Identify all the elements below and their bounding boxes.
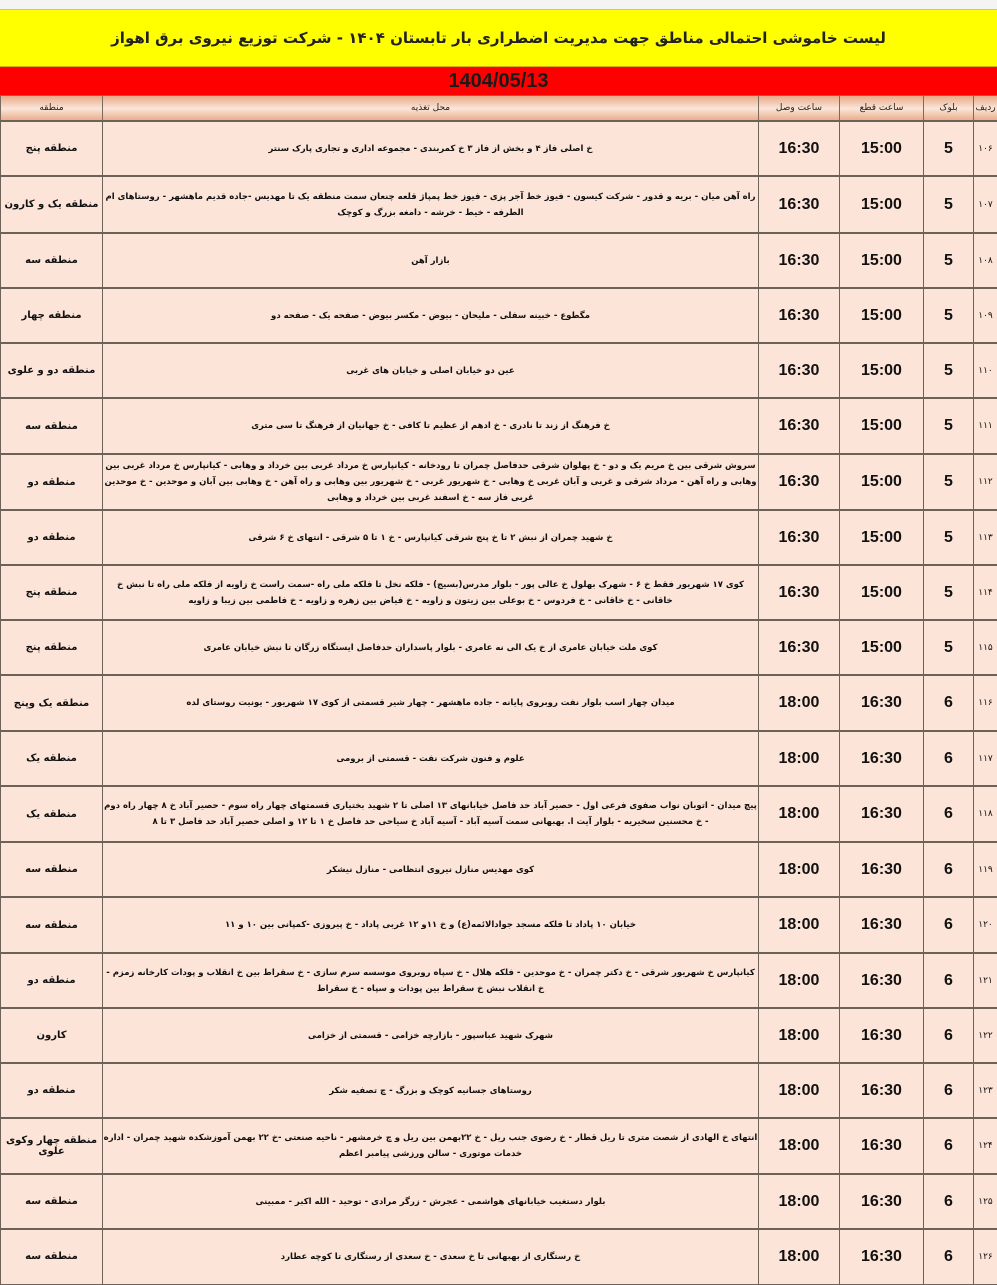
table-row [1, 1229, 997, 1284]
header-feed-location: محل تغذیه [103, 96, 759, 122]
reconnect-time: 18:00 [759, 897, 840, 953]
table-row [1, 842, 997, 897]
cut-time: 15:00 [840, 510, 924, 565]
block-number: 5 [924, 454, 974, 510]
region-name: منطقه دو و علوی [1, 343, 103, 398]
block-number: 6 [924, 731, 974, 786]
block-number: 5 [924, 343, 974, 398]
feed-location: خ اصلی فاز ۴ و بخش از فاز ۳ خ کمربندی - مجموعه اداری و تجاری پارک سنتر [103, 121, 759, 176]
block-number: 5 [924, 565, 974, 620]
table-row [1, 565, 997, 620]
feed-location: خ رستگاری از بهبهانی تا خ سعدی - خ سعدی از رستگاری تا کوچه عطارد [103, 1229, 759, 1284]
row-number: ۱۱۴ [974, 565, 997, 620]
feed-location: کوی مهدیس منازل نیروی انتظامی - منازل نیشکر [103, 842, 759, 897]
block-number: 6 [924, 1229, 974, 1284]
header-region: منطقه [1, 96, 103, 122]
region-name: منطقه یک [1, 731, 103, 786]
row-number: ۱۲۴ [974, 1118, 997, 1174]
reconnect-time: 16:30 [759, 343, 840, 398]
region-name: منطقه سه [1, 233, 103, 288]
row-number: ۱۲۵ [974, 1174, 997, 1229]
block-number: 6 [924, 1174, 974, 1229]
reconnect-time: 18:00 [759, 1174, 840, 1229]
block-number: 6 [924, 1008, 974, 1063]
block-number: 6 [924, 897, 974, 953]
row-number: ۱۲۳ [974, 1063, 997, 1118]
table-row [1, 953, 997, 1008]
feed-location: بازار آهن [103, 233, 759, 288]
schedule-date: 1404/05/13 [0, 66, 997, 95]
table-row [1, 121, 997, 176]
row-number: ۱۱۵ [974, 620, 997, 675]
block-number: 6 [924, 786, 974, 842]
table-row [1, 233, 997, 288]
feed-location: مگطوع - خبینه سفلی - ملیحان - بیوض - مکسر بیوض - صفحه یک - صفحه دو [103, 288, 759, 343]
region-name: منطقه چهار [1, 288, 103, 343]
block-number: 5 [924, 176, 974, 233]
region-name: منطقه سه [1, 1229, 103, 1284]
feed-location: کیانپارس خ شهریور شرقی - خ دکتر چمران - خ موحدین - فلکه هلال - خ سپاه روبروی موسسه سرم سازی - خ سقراط بین خ انقلاب و پودات کارخانه زمزم - خ انقلاب نبش خ سقراط بین پودات و سپاه - خ سقراط [103, 953, 759, 1008]
block-number: 5 [924, 620, 974, 675]
feed-location: کوی ۱۷ شهریور فقط خ ۶ - شهرک بهلول خ عالی پور - بلوار مدرس(بسیج) - فلکه نخل تا فلکه ملی راه -سمت راست خ زاویه از فلکه ملی راه تا نبش خ خاقانی - خ خاقانی - خ فردوس - خ بوعلی بین زیتون و زاویه - خ فیاض بین زهره و زاویه - خ فاطمی بین زیبا و زاویه [103, 565, 759, 620]
table-row [1, 731, 997, 786]
reconnect-time: 16:30 [759, 176, 840, 233]
row-number: ۱۱۳ [974, 510, 997, 565]
block-number: 6 [924, 953, 974, 1008]
row-number: ۱۲۱ [974, 953, 997, 1008]
feed-location: بلوار دستغیب خیابانهای هواشمی - عجرش - زرگر مرادی - توحید - الله اکبر - ممبینی [103, 1174, 759, 1229]
cut-time: 16:30 [840, 675, 924, 731]
cut-time: 15:00 [840, 288, 924, 343]
feed-location: میدان چهار اسب بلوار نفت روبروی پایانه - جاده ماهشهر - چهار شیر قسمتی از کوی ۱۷ شهریور - یونیت روستای لده [103, 675, 759, 731]
cut-time: 15:00 [840, 398, 924, 454]
reconnect-time: 18:00 [759, 1118, 840, 1174]
table-row [1, 620, 997, 675]
reconnect-time: 16:30 [759, 454, 840, 510]
row-number: ۱۱۱ [974, 398, 997, 454]
region-name: منطقه دو [1, 454, 103, 510]
cut-time: 15:00 [840, 454, 924, 510]
cut-time: 16:30 [840, 1118, 924, 1174]
block-number: 5 [924, 510, 974, 565]
region-name: منطقه پنج [1, 565, 103, 620]
region-name: منطقه سه [1, 1174, 103, 1229]
table-row [1, 454, 997, 510]
row-number: ۱۲۶ [974, 1229, 997, 1284]
reconnect-time: 18:00 [759, 842, 840, 897]
region-name: منطقه چهار وکوی علوی [1, 1118, 103, 1174]
reconnect-time: 16:30 [759, 620, 840, 675]
cut-time: 16:30 [840, 842, 924, 897]
row-number: ۱۱۷ [974, 731, 997, 786]
cut-time: 15:00 [840, 620, 924, 675]
reconnect-time: 16:30 [759, 121, 840, 176]
page-title: لیست خاموشی احتمالی مناطق جهت مدیریت اضطراری بار تابستان ۱۴۰۴ - شرکت توزیع نیروی برق اهواز [0, 9, 997, 66]
feed-location: راه آهن میان - بریه و قدور - شرکت کیسون - فیوز خط آجر پزی - فیوز خط پمپاژ قلعه چنعان سمت منطقه یک تا مهدیس -جاده قدیم ماهشهر - روستاهای ام الطرفه - خیط - خرشه - دامغه بزرگ و کوچک [103, 176, 759, 233]
region-name: منطقه سه [1, 842, 103, 897]
block-number: 5 [924, 233, 974, 288]
row-number: ۱۰۸ [974, 233, 997, 288]
table-row [1, 1118, 997, 1174]
feed-location: پیچ میدان - اتوبان نواب صفوی فرعی اول - حصیر آباد حد فاصل خیابانهای ۱۳ اصلی تا ۲ شهید بختیاری قسمتهای چهار راه سوم - حصیر آباد خ ۸ چهار راه دوم - خ محسنین سخیریه - بلوار آیت ا. بهبهانی سمت آسیه آباد - آسیه آباد خ سیاحی حد فاصل خ ۱ تا ۱۲ و اصلی حصیر آباد حد فاصل ۳ تا ۸ [103, 786, 759, 842]
cut-time: 15:00 [840, 176, 924, 233]
header-radif: ردیف [974, 96, 997, 122]
outage-table [0, 95, 997, 1285]
region-name: منطقه سه [1, 398, 103, 454]
cut-time: 16:30 [840, 1008, 924, 1063]
reconnect-time: 18:00 [759, 953, 840, 1008]
region-name: منطقه دو [1, 1063, 103, 1118]
region-name: منطقه یک [1, 786, 103, 842]
reconnect-time: 18:00 [759, 731, 840, 786]
row-number: ۱۱۶ [974, 675, 997, 731]
table-row [1, 897, 997, 953]
block-number: 6 [924, 1063, 974, 1118]
table-row [1, 343, 997, 398]
row-number: ۱۱۸ [974, 786, 997, 842]
row-number: ۱۰۷ [974, 176, 997, 233]
feed-location: عین دو خیابان اصلی و خیابان های غربی [103, 343, 759, 398]
header-cut-time: ساعت قطع [840, 96, 924, 122]
row-number: ۱۲۲ [974, 1008, 997, 1063]
cut-time: 16:30 [840, 953, 924, 1008]
row-number: ۱۲۰ [974, 897, 997, 953]
block-number: 6 [924, 842, 974, 897]
row-number: ۱۱۹ [974, 842, 997, 897]
block-number: 6 [924, 1118, 974, 1174]
header-reconnect-time: ساعت وصل [759, 96, 840, 122]
block-number: 5 [924, 398, 974, 454]
table-row [1, 510, 997, 565]
reconnect-time: 18:00 [759, 1063, 840, 1118]
row-number: ۱۱۰ [974, 343, 997, 398]
cut-time: 15:00 [840, 343, 924, 398]
feed-location: کوی ملت خیابان عامری از خ یک الی نه عامری - بلوار پاسداران حدفاصل ایستگاه زرگان تا نبش خیابان عامری [103, 620, 759, 675]
reconnect-time: 18:00 [759, 786, 840, 842]
top-margin [0, 0, 997, 9]
region-name: منطقه پنج [1, 121, 103, 176]
feed-location: علوم و فنون شرکت نفت - قسمتی از برومی [103, 731, 759, 786]
table-row [1, 176, 997, 233]
cut-time: 15:00 [840, 233, 924, 288]
table-header-row [1, 96, 997, 122]
region-name: منطقه پنج [1, 620, 103, 675]
row-number: ۱۰۹ [974, 288, 997, 343]
feed-location: خ شهید چمران از نبش ۲ تا خ پنج شرقی کیانپارس - خ ۱ تا ۵ شرقی - انتهای خ ۶ شرقی [103, 510, 759, 565]
reconnect-time: 16:30 [759, 565, 840, 620]
region-name: منطقه دو [1, 510, 103, 565]
feed-location: خیابان ۱۰ پاداد تا فلکه مسجد جوادالائمه(ع) و خ ۱۱و ۱۲ غربی پاداد - خ پیروزی -کمپانی بین ۱۰ و ۱۱ [103, 897, 759, 953]
row-number: ۱۰۶ [974, 121, 997, 176]
cut-time: 16:30 [840, 786, 924, 842]
reconnect-time: 18:00 [759, 1229, 840, 1284]
feed-location: شهرک شهید عباسپور - بازارچه خزامی - قسمتی از خزامی [103, 1008, 759, 1063]
feed-location: انتهای خ الهادی از شصت متری تا ریل قطار - خ رضوی جنب ریل - خ ۲۲بهمن بین ریل و چ خرمشهر - ناحیه صنعتی -خ ۲۲ بهمن آموزشکده شهید چمران - اداره خدمات موتوری - سالن ورزشی پیامبر اعظم [103, 1118, 759, 1174]
table-row [1, 288, 997, 343]
cut-time: 16:30 [840, 1174, 924, 1229]
header-block: بلوک [924, 96, 974, 122]
table-row [1, 786, 997, 842]
table-row [1, 1063, 997, 1118]
table-row [1, 1174, 997, 1229]
cut-time: 15:00 [840, 121, 924, 176]
reconnect-time: 18:00 [759, 1008, 840, 1063]
reconnect-time: 16:30 [759, 398, 840, 454]
table-row [1, 398, 997, 454]
reconnect-time: 18:00 [759, 675, 840, 731]
cut-time: 16:30 [840, 897, 924, 953]
region-name: منطقه یک وپنج [1, 675, 103, 731]
cut-time: 16:30 [840, 731, 924, 786]
region-name: منطقه یک و کارون [1, 176, 103, 233]
cut-time: 16:30 [840, 1229, 924, 1284]
block-number: 5 [924, 121, 974, 176]
feed-location: سروش شرقی بین خ مریم یک و دو - خ پهلوان شرقی حدفاصل چمران تا رودخانه - کیانپارس خ مرداد غربی بین خرداد و وهابی - کیانپارس خ مرداد غربی بین وهابی و راه آهن - مرداد شرقی و غربی و آبان غربی خ وهابی - خ شهریور غربی - خ شهریور بین وهابی و راه آهن - خ وهابی بین آبان و موحدین - خ موحدین غربی فاز سه - خ اسفند غربی بین خرداد و وهابی [103, 454, 759, 510]
block-number: 5 [924, 288, 974, 343]
reconnect-time: 16:30 [759, 510, 840, 565]
table-row [1, 675, 997, 731]
feed-location: روستاهای جسانیه کوچک و بزرگ - چ تصفیه شکر [103, 1063, 759, 1118]
region-name: کارون [1, 1008, 103, 1063]
block-number: 6 [924, 675, 974, 731]
table-row [1, 1008, 997, 1063]
reconnect-time: 16:30 [759, 233, 840, 288]
cut-time: 16:30 [840, 1063, 924, 1118]
reconnect-time: 16:30 [759, 288, 840, 343]
cut-time: 15:00 [840, 565, 924, 620]
region-name: منطقه سه [1, 897, 103, 953]
row-number: ۱۱۲ [974, 454, 997, 510]
region-name: منطقه دو [1, 953, 103, 1008]
feed-location: خ فرهنگ از زند تا نادری - خ ادهم از عظیم تا کافی - خ جهانیان از فرهنگ تا سی متری [103, 398, 759, 454]
